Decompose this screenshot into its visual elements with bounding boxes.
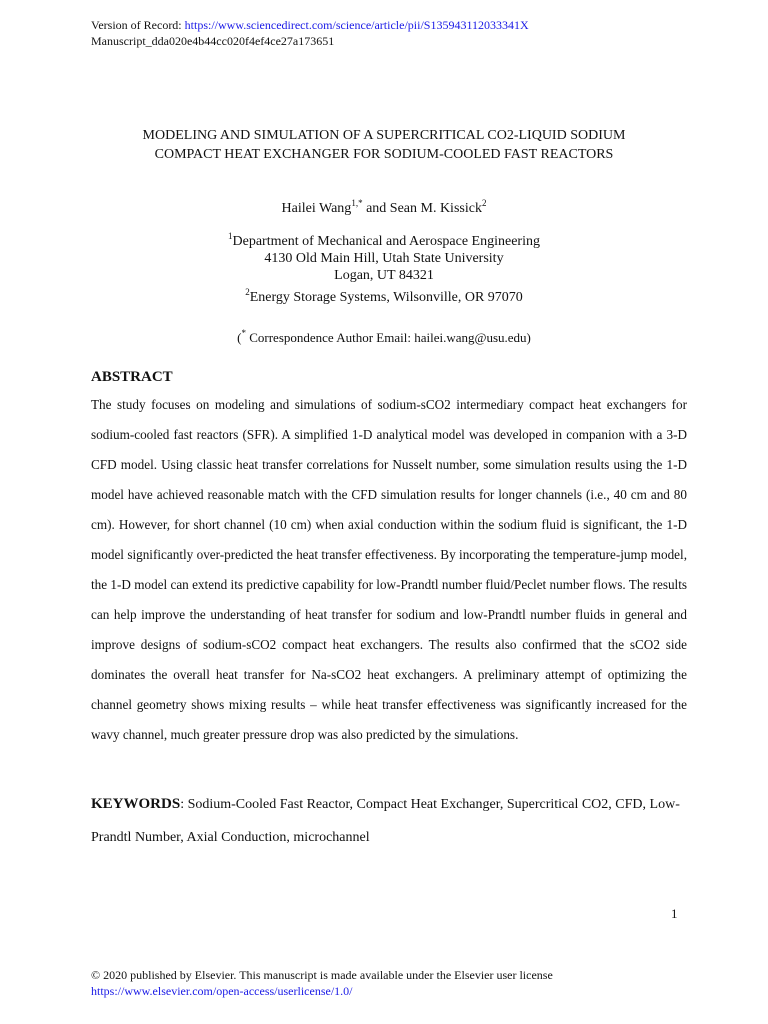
author-1: Hailei Wang — [281, 201, 352, 216]
version-label: Version of Record: — [91, 18, 185, 32]
affil-1-line-1: Department of Mechanical and Aerospace Engineering — [232, 234, 540, 249]
abstract-text: The study focuses on modeling and simulations of sodium-sCO2 intermediary compact heat exchangers for sodium-cooled fast reactors (SFR). A simplified 1-D analytical model was developed in companion with a 3-D CFD model. Using classic heat transfer correlations for Nusselt number, some simulation results using the 1-D model have achieved reasonable match with the CFD simulation results for longer channels (i.e., 40 cm and 80 cm). However, for short channel (10 cm) when axial conduction within the sodium fluid is significant, the 1-D model significantly over-predicted the heat transfer effectiveness. By incorporating the temperature-jump model, the 1-D model can extend its predictive capability for low-Prandtl number fluid/Peclet number flows. The results can help improve the understanding of heat transfer for sodium and low-Prandtl number fluids in general and improve designs of sodium-sCO2 compact heat exchangers. The results also confirmed that the sCO2 side dominates the overall heat transfer for Na-sCO2 heat exchangers. A preliminary attempt of optimizing the channel geometry shows mixing results – while heat transfer effectiveness was significantly increased for the wavy channel, much greater pressure drop was also predicted by the simulations. — [91, 397, 687, 742]
keywords-label: KEYWORDS — [91, 796, 181, 812]
author-2-sup: 2 — [481, 198, 487, 208]
manuscript-id: Manuscript_dda020e4b44cc020f4ef4ce27a173651 — [91, 34, 335, 48]
author-1-sup: 1,* — [351, 198, 363, 208]
keywords — [91, 788, 687, 854]
corr-open: ( — [237, 330, 242, 345]
corr-text: Correspondence Author Email: hailei.wang@usu.edu) — [245, 330, 531, 345]
affiliation-2 — [0, 289, 768, 306]
version-link[interactable]: https://www.sciencedirect.com/science/article/pii/S135943112033341X — [184, 18, 529, 32]
affil-2-sup: 2 — [245, 287, 250, 297]
license-text: © 2020 published by Elsevier. This manuscript is made available under the Elsevier user license — [91, 968, 553, 982]
corr-sup: * — [241, 328, 246, 338]
version-of-record — [91, 18, 529, 32]
keywords-text: : Sodium-Cooled Fast Reactor, Compact Heat Exchanger, Supercritical CO2, CFD, Low-Prandtl Number, Axial Conduction, microchannel — [91, 797, 680, 845]
license-url-line — [91, 984, 352, 998]
affil-1-line-3: Logan, UT 84321 — [334, 268, 434, 283]
title-line-1: MODELING AND SIMULATION OF A SUPERCRITICAL CO2-LIQUID SODIUM — [142, 128, 626, 143]
page-number: 1 — [671, 906, 678, 921]
affil-1-line-2: 4130 Old Main Hill, Utah State University — [264, 251, 504, 266]
correspondence — [0, 329, 768, 346]
abstract-heading: ABSTRACT — [91, 369, 173, 385]
title-line-2: COMPACT HEAT EXCHANGER FOR SODIUM-COOLED FAST REACTORS — [154, 147, 614, 162]
affil-1-sup: 1 — [228, 231, 233, 241]
authors — [0, 200, 768, 217]
license-link[interactable]: https://www.elsevier.com/open-access/userlicense/1.0/ — [91, 984, 353, 998]
affil-2-line: Energy Storage Systems, Wilsonville, OR 97070 — [249, 290, 523, 305]
paper-title — [0, 126, 768, 164]
author-2: and Sean M. Kissick — [362, 201, 482, 216]
affiliation-1 — [0, 233, 768, 284]
